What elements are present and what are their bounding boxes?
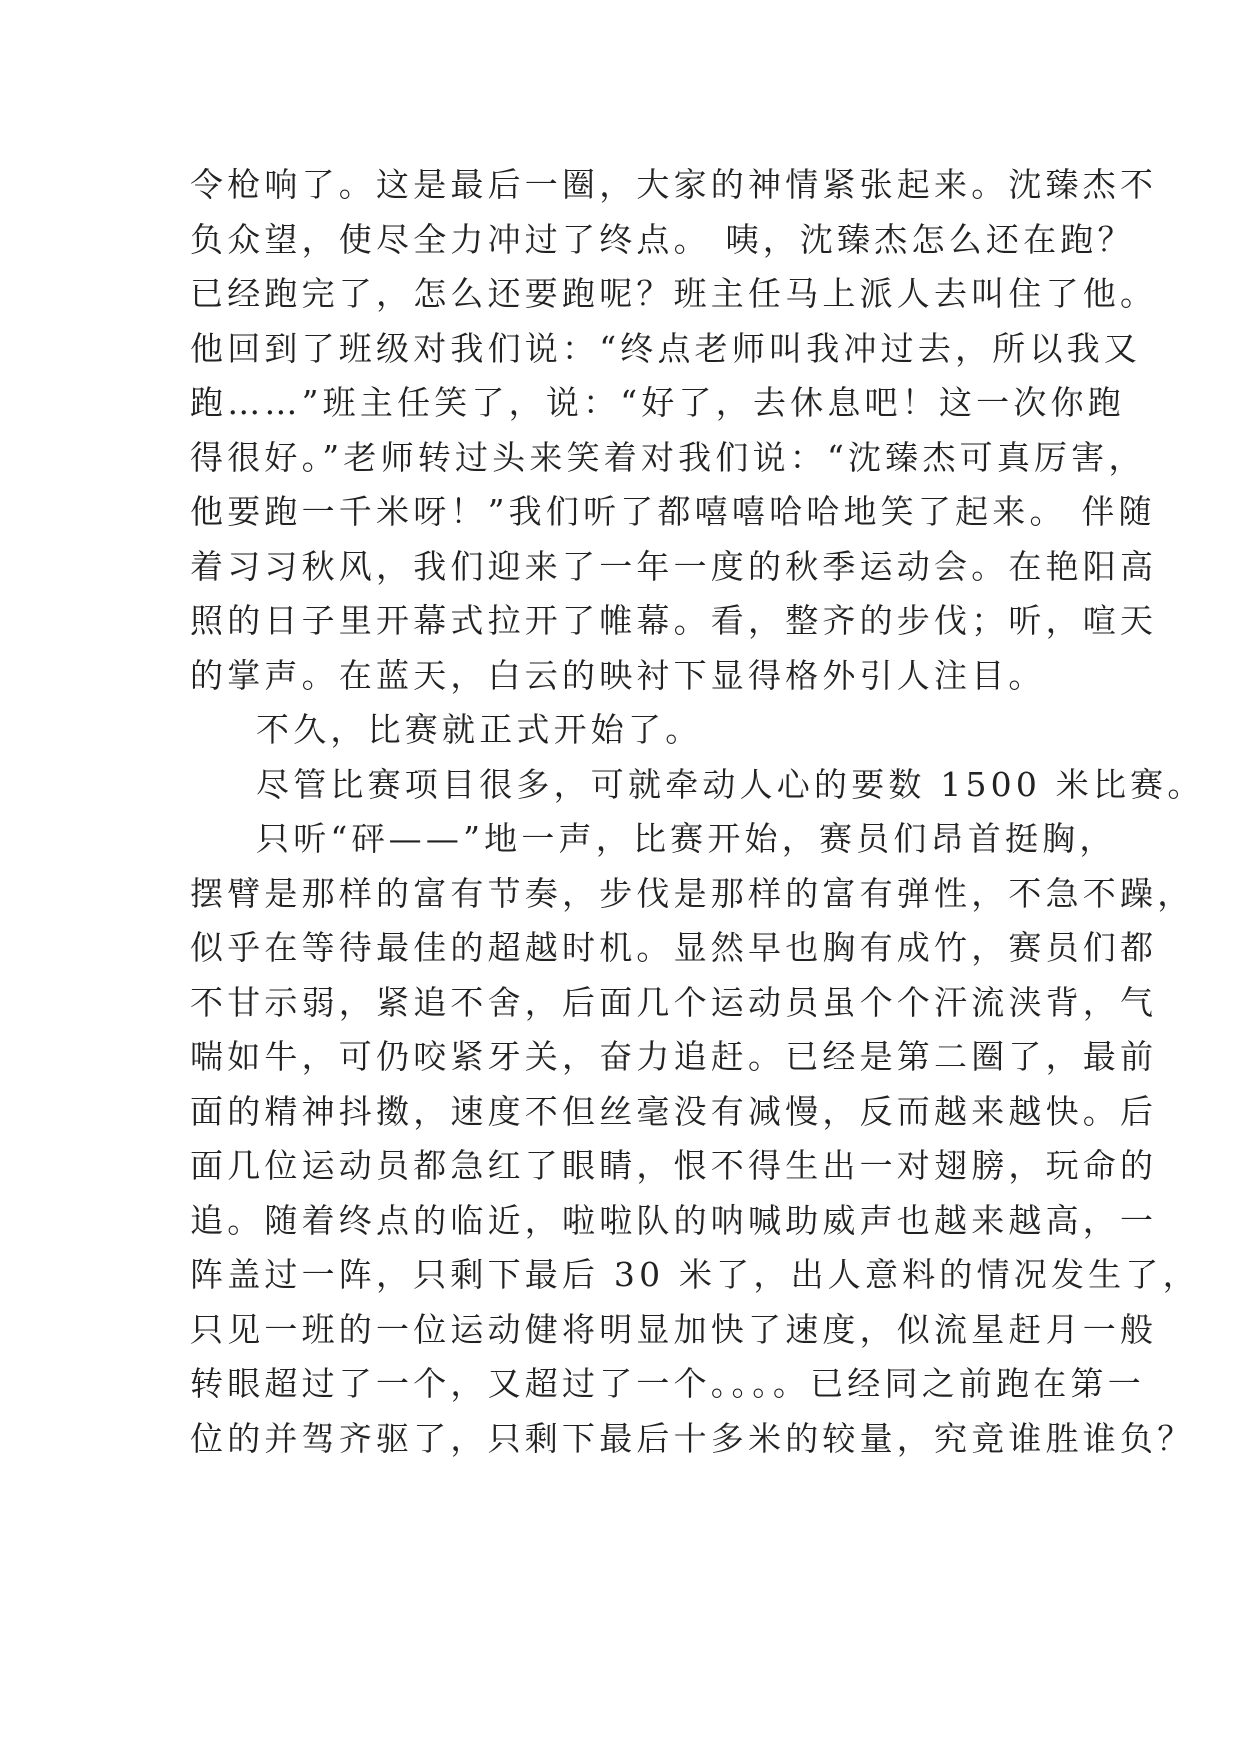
text-line: 着习习秋风，我们迎来了一年一度的秋季运动会。在艳阳高 <box>190 546 1158 586</box>
text-line: 喘如牛，可仍咬紧牙关，奋力追赶。已经是第二圈了，最前 <box>190 1037 1158 1076</box>
text-line: 似乎在等待最佳的超越时机。显然早也胸有成竹，赛员们都 <box>190 928 1158 967</box>
text-line: 不甘示弱，紧追不舍，后面几个运动员虽个个汗流浃背，气 <box>190 982 1158 1022</box>
text-line: 得很好。”老师转过头来笑着对我们说：“沈臻杰可真厉害， <box>190 437 1146 477</box>
text-line: 只见一班的一位运动健将明显加快了速度，似流星赶月一般 <box>190 1309 1158 1349</box>
text-line: 照的日子里开幕式拉开了帷幕。看，整齐的步伐；听，喧天 <box>190 601 1158 640</box>
text-line: 摆臂是那样的富有节奏，步伐是那样的富有弹性，不急不躁， <box>190 873 1195 913</box>
text-line: 追。随着终点的临近，啦啦队的呐喊助威声也越来越高，一 <box>190 1200 1158 1240</box>
text-line: 面的精神抖擞，速度不但丝毫没有减慢，反而越来越快。后 <box>190 1091 1158 1131</box>
text-line: 跑……”班主任笑了，说：“好了，去休息吧！这一次你跑 <box>190 383 1125 422</box>
text-line: 已经跑完了，怎么还要跑呢？班主任马上派人去叫住了他。 <box>190 274 1158 313</box>
text-line: 转眼超过了一个，又超过了一个。。。。已经同之前跑在第一 <box>190 1364 1145 1403</box>
text-line: 他要跑一千米呀！”我们听了都嘻嘻哈哈地笑了起来。 伴随 <box>190 492 1156 531</box>
text-line: 令枪响了。这是最后一圈，大家的神情紧张起来。沈臻杰不 <box>190 165 1158 204</box>
text-line: 面几位运动员都急红了眼睛，恨不得生出一对翅膀，玩命的 <box>190 1146 1158 1185</box>
body-text <box>190 158 1205 1466</box>
text-line: 他回到了班级对我们说：“终点老师叫我冲过去，所以我又 <box>190 328 1142 368</box>
text-line: 负众望，使尽全力冲过了终点。 咦，沈臻杰怎么还在跑？ <box>190 219 1135 259</box>
paragraph-first-line: 只听“砰——”地一声，比赛开始，赛员们昂首挺胸， <box>256 819 1117 858</box>
paragraph-first-line: 不久，比赛就正式开始了。 <box>256 710 703 749</box>
paragraph-first-line: 尽管比赛项目很多，可就牵动人心的要数 1500 米比赛。 <box>256 764 1205 804</box>
text-line: 位的并驾齐驱了，只剩下最后十多米的较量，究竟谁胜谁负？ <box>190 1418 1195 1458</box>
text-line: 阵盖过一阵，只剩下最后 30 米了，出人意料的情况发生了， <box>190 1255 1200 1294</box>
text-line: 的掌声。在蓝天，白云的映衬下显得格外引人注目。 <box>190 655 1046 695</box>
